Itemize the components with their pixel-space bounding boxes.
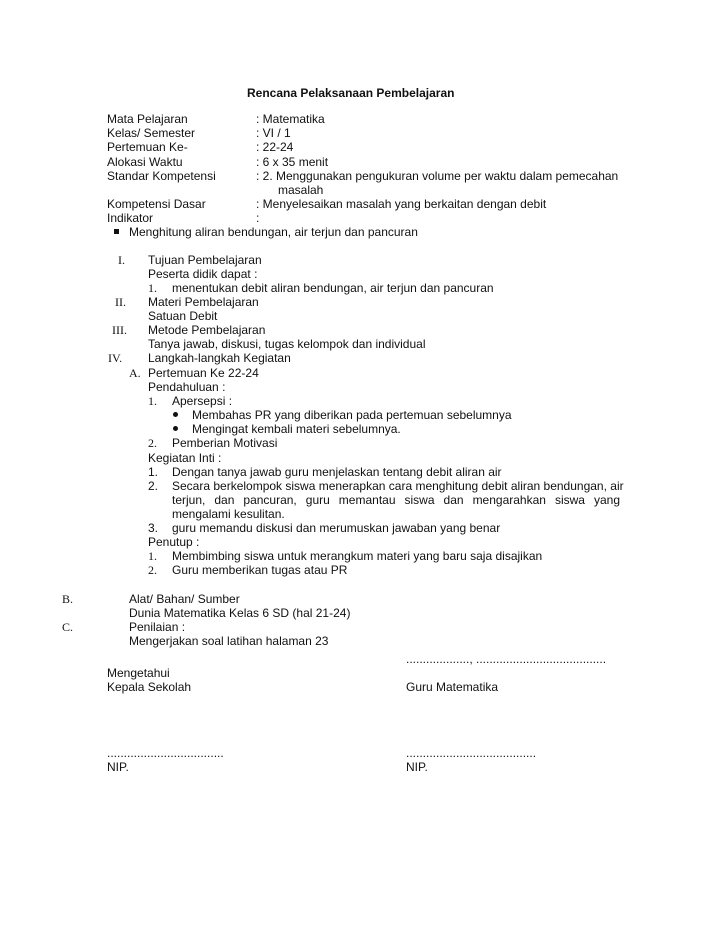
info-value: : Matematika: [256, 112, 325, 126]
list-item: guru memandu diskusi dan merumuskan jawaban yang benar: [172, 521, 501, 535]
signature-line: .......................................: [406, 746, 537, 760]
list-number: 1.: [148, 394, 157, 408]
list-item: Apersepsi :: [172, 394, 233, 408]
info-label: Kompetensi Dasar: [107, 197, 206, 211]
section-line: Mengerjakan soal latihan halaman 23: [129, 634, 329, 648]
list-item: Pemberian Motivasi: [172, 436, 278, 450]
subsection-title: Pertemuan Ke 22-24: [148, 366, 259, 380]
section-title: Metode Pembelajaran: [148, 323, 266, 337]
info-value: : 6 x 35 menit: [256, 155, 329, 169]
section-title: Alat/ Bahan/ Sumber: [129, 592, 240, 606]
section-number: IV.: [108, 351, 123, 365]
list-item: Guru memberikan tugas atau PR: [172, 563, 348, 577]
section-title: Materi Pembelajaran: [148, 295, 259, 309]
phase-heading: Penutup :: [148, 535, 200, 549]
square-bullet-icon: [114, 229, 119, 234]
list-item: menentukan debit aliran bendungan, air terjun dan pancuran: [172, 281, 494, 295]
section-line: Peserta didik dapat :: [148, 267, 258, 281]
section-number: I.: [118, 253, 125, 267]
info-value: : 2. Menggunakan pengukuran volume per waktu dalam pemecahan: [256, 169, 619, 183]
info-label: Standar Kompetensi: [107, 169, 216, 183]
list-item-continued: terjun, dan pancuran, guru memantau siswa dan mengarahkan siswa yang: [172, 493, 620, 507]
section-letter: C.: [62, 620, 74, 634]
section-letter: B.: [62, 592, 74, 606]
signature-line: ...................................: [107, 746, 224, 760]
list-number: 2.: [148, 479, 159, 493]
phase-heading: Pendahuluan :: [148, 380, 226, 394]
round-bullet-icon: [173, 426, 178, 431]
bullet-item: Membahas PR yang diberikan pada pertemuan sebelumnya: [192, 408, 512, 422]
info-value: : VI / 1: [256, 126, 291, 140]
info-label: Pertemuan Ke-: [107, 140, 188, 154]
signature-label: Mengetahui: [107, 666, 170, 680]
indicator-text: Menghitung aliran bendungan, air terjun dan pancuran: [129, 225, 418, 239]
bullet-item: Mengingat kembali materi sebelumnya.: [192, 422, 401, 436]
nip-label: NIP.: [406, 760, 428, 774]
info-value: : 22-24: [256, 140, 294, 154]
list-number: 2.: [148, 436, 157, 450]
list-number: 1.: [148, 549, 157, 563]
list-number: 2.: [148, 563, 157, 577]
place-date-line: ..................., .......................................: [406, 652, 607, 666]
info-label: Mata Pelajaran: [107, 112, 188, 126]
section-title: Penilaian :: [129, 620, 186, 634]
section-title: Tujuan Pembelajaran: [148, 253, 262, 267]
list-number: 1.: [148, 465, 159, 479]
list-item-continued: mengalami kesulitan.: [172, 507, 285, 521]
section-number: II.: [115, 295, 126, 309]
info-value: :: [256, 211, 260, 225]
info-label: Indikator: [107, 211, 154, 225]
info-label: Alokasi Waktu: [107, 155, 183, 169]
section-line: Tanya jawab, diskusi, tugas kelompok dan individual: [148, 337, 426, 351]
list-number: 3.: [148, 521, 159, 535]
list-item: Membimbing siswa untuk merangkum materi yang baru saja disajikan: [172, 549, 543, 563]
info-label: Kelas/ Semester: [107, 126, 196, 140]
signature-label: Guru Matematika: [406, 680, 499, 694]
list-item: Dengan tanya jawab guru menjelaskan tentang debit aliran air: [172, 465, 502, 479]
document-title: Rencana Pelaksanaan Pembelajaran: [247, 86, 455, 100]
phase-heading: Kegiatan Inti :: [148, 451, 222, 465]
list-item: Secara berkelompok siswa menerapkan cara menghitung debit aliran bendungan, air: [172, 479, 624, 493]
section-title: Langkah-langkah Kegiatan: [148, 351, 291, 365]
nip-label: NIP.: [107, 760, 129, 774]
signature-label: Kepala Sekolah: [107, 680, 192, 694]
section-number: III.: [112, 323, 127, 337]
info-value-continued: masalah: [278, 183, 324, 197]
round-bullet-icon: [173, 412, 178, 417]
section-line: Dunia Matematika Kelas 6 SD (hal 21-24): [129, 606, 351, 620]
subsection-letter: A.: [129, 366, 141, 380]
section-line: Satuan Debit: [148, 309, 218, 323]
info-value: : Menyelesaikan masalah yang berkaitan dengan debit: [256, 197, 547, 211]
list-number: 1.: [148, 281, 157, 295]
